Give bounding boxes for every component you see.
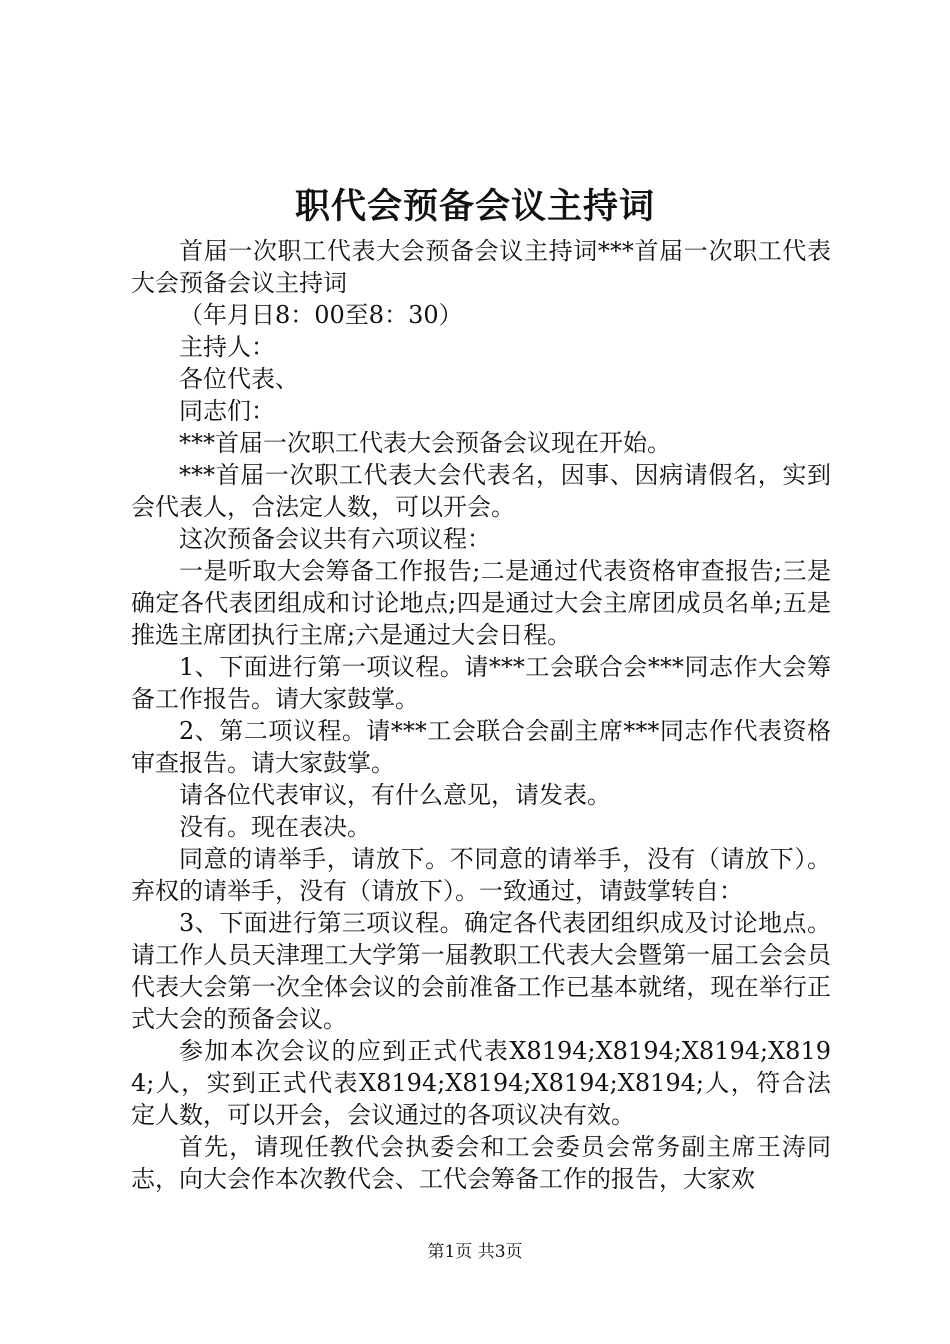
document-body: [131, 235, 831, 1195]
paragraph: 同意的请举手，请放下。不同意的请举手，没有（请放下）。弃权的请举手，没有（请放下）。一致通过，请鼓掌转自：: [131, 845, 831, 905]
paragraph: 首先，请现任教代会执委会和工会委员会常务副主席王涛同志，向大会作本次教代会、工代会筹备工作的报告，大家欢: [131, 1133, 831, 1193]
paragraph: 一是听取大会筹备工作报告;二是通过代表资格审查报告;三是确定各代表团组成和讨论地点;四是通过大会主席团成员名单;五是推选主席团执行主席;六是通过大会日程。: [131, 557, 831, 649]
paragraph: ***首届一次职工代表大会预备会议现在开始。: [179, 429, 671, 457]
paragraph: ***首届一次职工代表大会代表名，因事、因病请假名，实到会代表人，合法定人数，可以开会。: [131, 461, 831, 521]
paragraph: 1、下面进行第一项议程。请***工会联合会***同志作大会筹备工作报告。请大家鼓掌。: [131, 653, 831, 713]
page-number-footer: 第1页 共3页: [427, 1242, 523, 1262]
document-title: 职代会预备会议主持词: [294, 186, 655, 227]
paragraph: 参加本次会议的应到正式代表X8194;X8194;X8194;X8194;人，实到正式代表X8194;X8194;X8194;X8194;人，符合法定人数，可以开会，会议通过的各项议决有效。: [131, 1037, 831, 1129]
paragraph: 主持人：: [179, 333, 275, 361]
paragraph: 请各位代表审议，有什么意见，请发表。: [179, 781, 611, 809]
paragraph: 同志们：: [179, 397, 275, 425]
paragraph: （年月日8：00至8：30）: [179, 301, 463, 329]
paragraph: 没有。现在表决。: [179, 813, 371, 841]
paragraph: 2、第二项议程。请***工会联合会副主席***同志作代表资格审查报告。请大家鼓掌。: [131, 717, 831, 777]
paragraph: 3、下面进行第三项议程。确定各代表团组织成及讨论地点。请工作人员天津理工大学第一届教职工代表大会暨第一届工会会员代表大会第一次全体会议的会前准备工作已基本就绪，现在举行正式大会的预备会议。: [131, 909, 831, 1033]
paragraph: 首届一次职工代表大会预备会议主持词***首届一次职工代表大会预备会议主持词: [131, 237, 831, 297]
paragraph: 各位代表、: [179, 365, 299, 393]
paragraph: 这次预备会议共有六项议程：: [179, 525, 491, 553]
